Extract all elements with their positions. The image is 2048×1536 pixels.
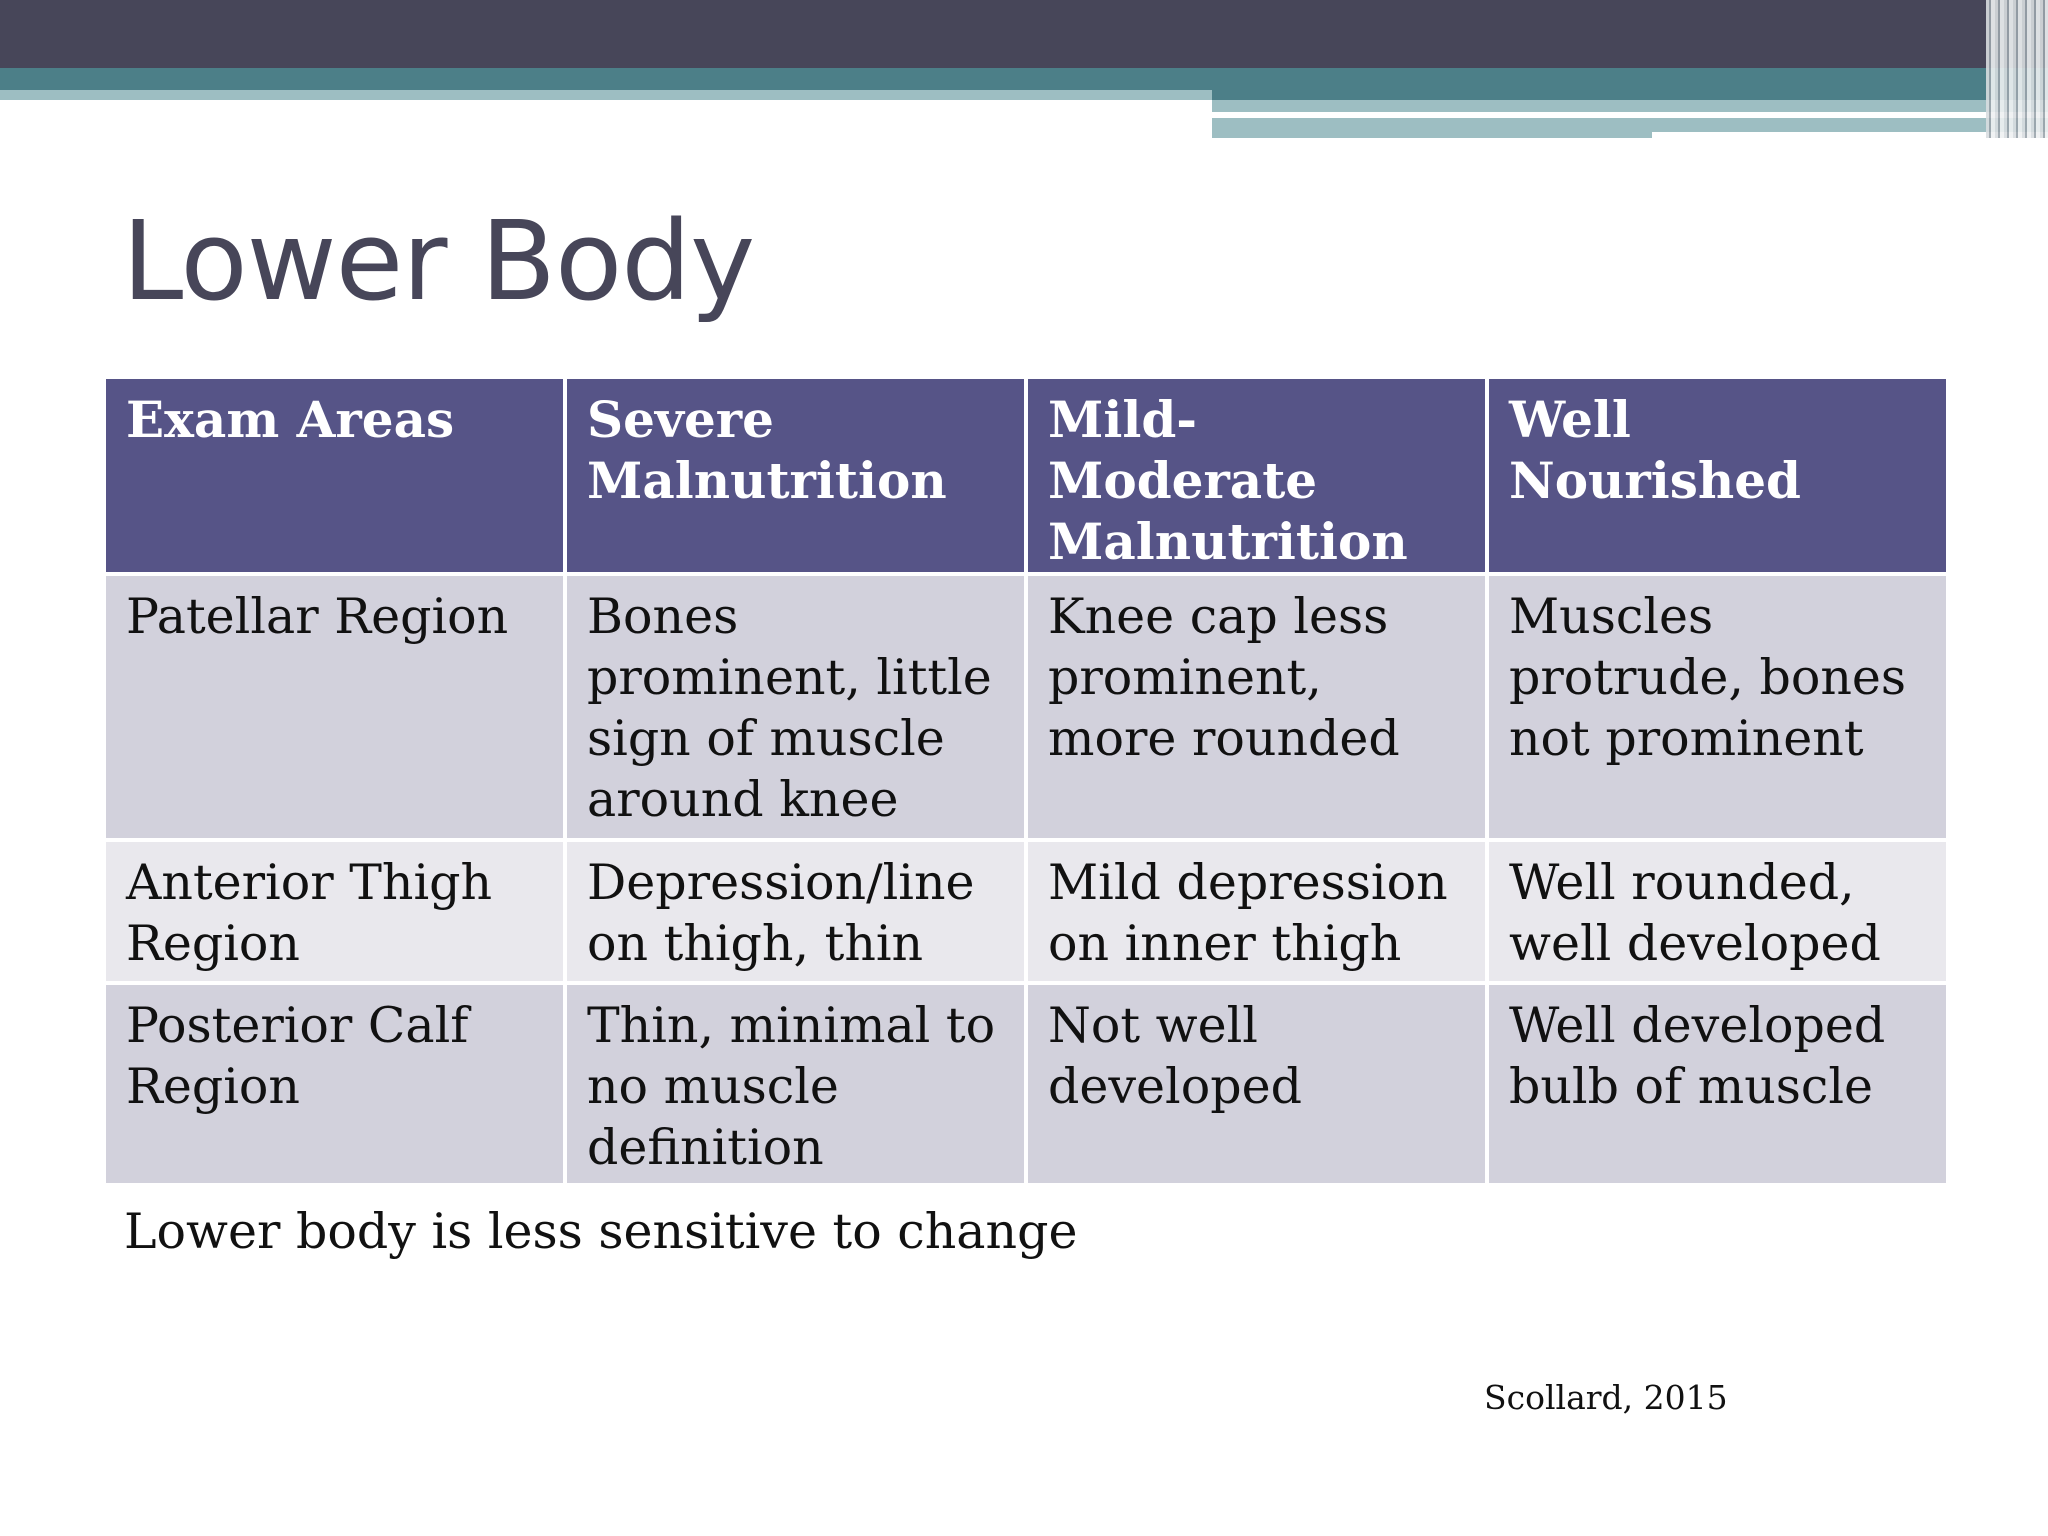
table-cell-mild-moderate: Not well developed: [1026, 983, 1487, 1185]
table-cell-well-nourished: Well developed bulb of muscle: [1487, 983, 1948, 1185]
table-cell-exam-area: Posterior Calf Region: [104, 983, 565, 1185]
header-accent-block-light: [1212, 100, 2048, 112]
table-cell-exam-area: Patellar Region: [104, 574, 565, 840]
column-header-mild-moderate: Mild-Moderate Malnutrition: [1026, 377, 1487, 574]
header-accent-stripe: [0, 68, 1212, 90]
column-header-severe: Severe Malnutrition: [565, 377, 1026, 574]
table-cell-well-nourished: Muscles protrude, bones not prominent: [1487, 574, 1948, 840]
table-cell-severe: Bones prominent, little sign of muscle around knee: [565, 574, 1026, 840]
header-accent-stripe-light: [0, 90, 1212, 100]
table-cell-well-nourished: Well rounded, well developed: [1487, 840, 1948, 983]
assessment-table: [102, 375, 1950, 1187]
column-header-well-nourished: Well Nourished: [1487, 377, 1948, 574]
header-accent-step: [1212, 118, 1652, 138]
table-cell-exam-area: Anterior Thigh Region: [104, 840, 565, 983]
header-band: [0, 0, 2048, 68]
slide-footnote: Lower body is less sensitive to change: [124, 1203, 1078, 1260]
table-row: [104, 983, 1948, 1185]
table-cell-mild-moderate: Knee cap less prominent, more rounded: [1026, 574, 1487, 840]
header-accent-block: [1212, 68, 2048, 100]
column-header-exam-areas: Exam Areas: [104, 377, 565, 574]
table-cell-severe: Depression/line on thigh, thin: [565, 840, 1026, 983]
table-header-row: [104, 377, 1948, 574]
slide-citation: Scollard, 2015: [1484, 1378, 1728, 1417]
slide-title: Lower Body: [122, 197, 755, 325]
table-cell-mild-moderate: Mild depression on inner thigh: [1026, 840, 1487, 983]
table-row: [104, 840, 1948, 983]
table-cell-severe: Thin, minimal to no muscle definition: [565, 983, 1026, 1185]
table-row: [104, 574, 1948, 840]
header-edge-stripes: [1986, 0, 2048, 138]
